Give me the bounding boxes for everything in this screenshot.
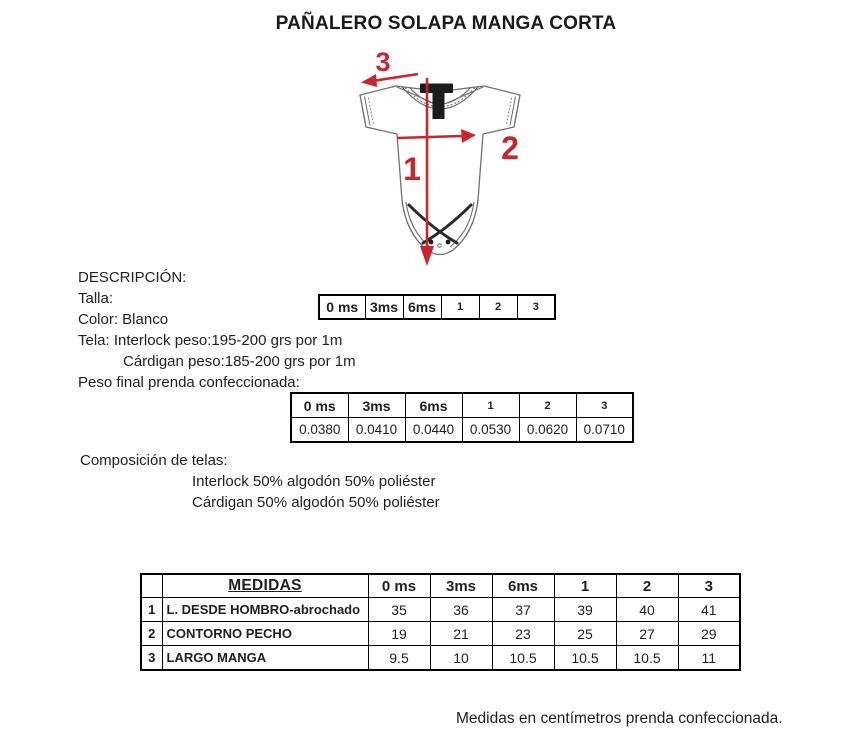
medidas-value-cell: 19 — [368, 622, 430, 646]
medidas-row-num: 2 — [141, 622, 162, 646]
medidas-value-cell: 25 — [554, 622, 616, 646]
medidas-value-cell: 36 — [430, 598, 492, 622]
medidas-value-cell: 21 — [430, 622, 492, 646]
bodysuit-figure — [330, 45, 570, 270]
medidas-table — [140, 573, 741, 671]
size-cell: 3ms — [365, 295, 403, 319]
medidas-value-cell: 11 — [678, 646, 740, 671]
medidas-row-label: LARGO MANGA — [162, 646, 368, 671]
weight-value-cell: 0.0380 — [291, 418, 348, 443]
label-2: 2 — [501, 130, 519, 166]
medidas-value-cell: 10 — [430, 646, 492, 671]
medidas-value-cell: 10.5 — [616, 646, 678, 671]
medidas-value-cell: 41 — [678, 598, 740, 622]
length-arrowhead — [420, 246, 434, 266]
weight-value-cell: 0.0530 — [462, 418, 519, 443]
medidas-value-cell: 23 — [492, 622, 554, 646]
bodysuit-illustration — [330, 45, 570, 270]
weight-header-cell: 3ms — [348, 393, 405, 418]
label-1: 1 — [403, 151, 421, 187]
label-3: 3 — [375, 47, 391, 77]
medidas-value-cell: 37 — [492, 598, 554, 622]
size-cell: 6ms — [403, 295, 441, 319]
description-tela: Tela: Interlock peso:195-200 grs por 1m — [78, 332, 343, 349]
medidas-row — [141, 646, 740, 671]
weight-header-cell: 0 ms — [291, 393, 348, 418]
medidas-title-cell: MEDIDAS — [162, 574, 368, 598]
description-tela2: Cárdigan peso:185-200 grs por 1m — [123, 353, 356, 370]
medidas-row-num: 3 — [141, 646, 162, 671]
medidas-value-cell: 27 — [616, 622, 678, 646]
medidas-value-cell: 10.5 — [492, 646, 554, 671]
medidas-size-header: 2 — [616, 574, 678, 598]
weight-header-cell: 6ms — [405, 393, 462, 418]
composition-block — [80, 450, 440, 513]
size-cell: 3 — [517, 295, 555, 319]
medidas-value-cell: 39 — [554, 598, 616, 622]
weight-header-cell: 1 — [462, 393, 519, 418]
description-peso: Peso final prenda confeccionada: — [78, 374, 300, 391]
medidas-header-row — [141, 574, 740, 598]
footnote: Medidas en centímetros prenda confeccionada. — [456, 710, 783, 727]
medidas-size-header: 3 — [678, 574, 740, 598]
medidas-size-header: 0 ms — [368, 574, 430, 598]
medidas-value-cell: 35 — [368, 598, 430, 622]
composition-line: Cárdigan 50% algodón 50% poliéster — [192, 494, 440, 511]
description-color: Color: Blanco — [78, 311, 169, 328]
size-table-row — [319, 295, 555, 319]
size-table — [318, 294, 556, 320]
size-cell: 0 ms — [319, 295, 365, 319]
medidas-size-header: 6ms — [492, 574, 554, 598]
weight-table — [290, 392, 634, 443]
medidas-corner-cell — [141, 574, 162, 598]
medidas-row — [141, 622, 740, 646]
weight-value-cell: 0.0620 — [519, 418, 576, 443]
medidas-size-header: 3ms — [430, 574, 492, 598]
composition-heading: Composición de telas: — [80, 452, 228, 469]
weight-header-row — [291, 393, 633, 418]
description-talla: Talla: — [78, 290, 114, 307]
medidas-row-label: L. DESDE HOMBRO-abrochado — [162, 598, 368, 622]
medidas-value-cell: 10.5 — [554, 646, 616, 671]
weight-value-row — [291, 418, 633, 443]
size-cell: 2 — [479, 295, 517, 319]
weight-value-cell: 0.0710 — [576, 418, 633, 443]
weight-value-cell: 0.0440 — [405, 418, 462, 443]
medidas-size-header: 1 — [554, 574, 616, 598]
description-heading: DESCRIPCIÓN: — [78, 269, 187, 286]
weight-value-cell: 0.0410 — [348, 418, 405, 443]
weight-header-cell: 3 — [576, 393, 633, 418]
medidas-row-label: CONTORNO PECHO — [162, 622, 368, 646]
size-cell: 1 — [441, 295, 479, 319]
medidas-row-num: 1 — [141, 598, 162, 622]
medidas-row — [141, 598, 740, 622]
weight-header-cell: 2 — [519, 393, 576, 418]
composition-line: Interlock 50% algodón 50% poliéster — [192, 473, 436, 490]
medidas-value-cell: 29 — [678, 622, 740, 646]
description-block — [78, 267, 356, 393]
page-title: PAÑALERO SOLAPA MANGA CORTA — [275, 13, 617, 34]
medidas-value-cell: 40 — [616, 598, 678, 622]
medidas-value-cell: 9.5 — [368, 646, 430, 671]
